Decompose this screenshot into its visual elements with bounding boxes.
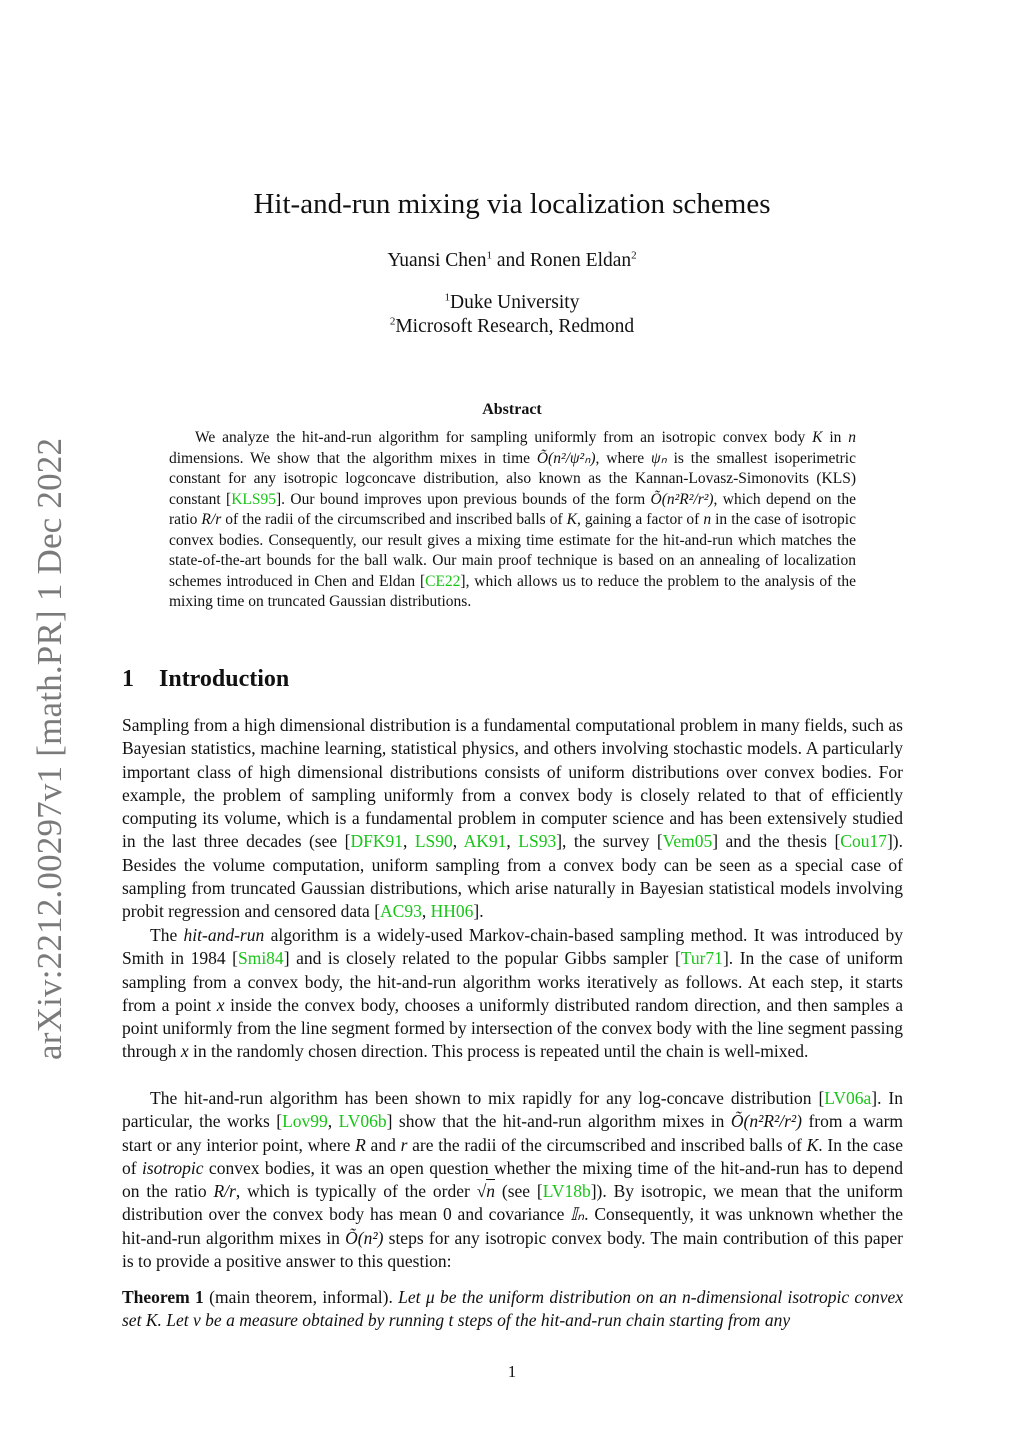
citation-link[interactable]: CE22 xyxy=(425,572,461,590)
text-run: , which is typically of the order xyxy=(235,1181,477,1202)
emphasis-text: be a measure obtained by running xyxy=(200,1310,449,1331)
text-run: dimensions. We show that the algorithm mixes in time xyxy=(169,449,537,467)
text-run: , gaining a factor of xyxy=(577,511,704,528)
text-run: are the radii of the circumscribed and inscribed balls of xyxy=(407,1134,807,1155)
affiliation-name: Microsoft Research, Redmond xyxy=(395,316,635,337)
text-run: ]). By isotropic, we mean that the uniform distribution over the convex body has mean 0 and covariance xyxy=(122,1181,903,1225)
math-symbol: r xyxy=(400,1134,408,1155)
text-run: ] and the thesis [ xyxy=(712,831,841,852)
text-run: in the case of isotropic convex bodies. Consequently, our result gives a mixing time estimate for the hit-and-run which matches the state-of-the-art bounds for the ball walk. Our main proof technique is based on an annealing of localization schemes introduced in Chen and Eldan [ xyxy=(169,511,856,590)
paper-title: Hit-and-run mixing via localization schemes xyxy=(253,188,771,220)
emphasis-text: hit-and-run xyxy=(183,925,265,945)
text-run: ] and is closely related to the popular Gibbs sampler [ xyxy=(283,948,681,969)
text-run: , xyxy=(506,831,519,852)
citation-link[interactable]: AK91 xyxy=(463,831,507,852)
text-run: , which depend on the ratio xyxy=(169,490,856,528)
math-symbol: K xyxy=(812,429,823,446)
text-run: in the randomly chosen direction. This process is repeated until the chain is well-mixed. xyxy=(188,1041,809,1062)
citation-link[interactable]: LS93 xyxy=(518,831,557,852)
text-run: , where xyxy=(595,449,651,467)
text-run: in xyxy=(822,429,849,446)
section-number: 1 xyxy=(122,666,134,692)
citation-link[interactable]: HH06 xyxy=(430,901,474,922)
text-run: ], which allows us to reduce the problem to the analysis of the mixing time on truncated Gaussian distributions. xyxy=(169,572,856,610)
author-connector: and xyxy=(496,250,525,271)
math-symbol: Õ(n²R²/r²) xyxy=(730,1111,803,1132)
text-run: of the radii of the circumscribed and inscribed balls of xyxy=(221,511,567,528)
citation-link[interactable]: LV06a xyxy=(824,1088,872,1108)
text-run: We analyze the hit-and-run algorithm for sampling uniformly from an isotropic convex body xyxy=(195,429,813,446)
text-run: steps for any isotropic convex body. The main contribution of this paper is to provide a positive answer to this question: xyxy=(122,1227,903,1272)
text-run: convex bodies, it was an open question whether the mixing time of the hit-and-run has to depend on the ratio xyxy=(122,1157,904,1202)
citation-link[interactable]: Vem05 xyxy=(662,831,713,852)
citation-link[interactable]: AC93 xyxy=(380,901,422,922)
author-affiliation-mark: 1 xyxy=(486,249,492,262)
math-symbol: Õ(n²/ψ²ₙ) xyxy=(536,449,596,467)
citation-link[interactable]: LV06b xyxy=(338,1111,387,1132)
text-run: (main theorem, informal). xyxy=(203,1287,399,1307)
sqrt-radical-icon: √ xyxy=(476,1181,487,1202)
emphasis-text: be the uniform distribution on an xyxy=(434,1287,683,1307)
text-run: ], the survey [ xyxy=(556,831,663,852)
math-symbol: 𝕀ₙ xyxy=(570,1204,585,1225)
math-symbol: R/r xyxy=(201,511,222,528)
theorem-label: Theorem 1 xyxy=(122,1287,204,1307)
author-affiliation-mark: 2 xyxy=(631,249,637,262)
math-symbol: x xyxy=(216,994,225,1015)
text-run: ]). Besides the volume computation, uniform sampling from a convex body can be seen as a special case of sampling from truncated Gaussian distributions, which arise naturally in Bayesian statistical models involving probit regression and censored data [ xyxy=(122,831,903,922)
text-run: ]. In particular, the works [ xyxy=(122,1088,903,1132)
abstract-text xyxy=(169,428,856,613)
emphasis-text: Let xyxy=(398,1287,426,1307)
affiliation xyxy=(0,292,1024,314)
math-symbol: K xyxy=(566,511,577,528)
emphasis-text: . Let xyxy=(157,1310,194,1331)
math-symbol: μ xyxy=(425,1287,435,1307)
math-symbol: t xyxy=(448,1310,454,1331)
affiliation xyxy=(0,316,1024,338)
text-run: ]. In the case of uniform sampling from a convex body, the hit-and-run algorithm works iteratively as follows. At each step, it starts from a point xyxy=(122,948,903,1015)
citation-link[interactable]: Cou17 xyxy=(840,831,887,852)
citation-link[interactable]: LS90 xyxy=(414,831,453,852)
sqrt-expression xyxy=(477,1179,495,1201)
citation-link[interactable]: KLS95 xyxy=(231,490,276,508)
text-run: ] show that the hit-and-run algorithm mixes in xyxy=(386,1111,731,1132)
author-name: Ronen Eldan xyxy=(529,250,632,271)
math-symbol: R xyxy=(355,1134,366,1155)
citation-link[interactable]: Tur71 xyxy=(680,948,723,969)
text-run: inside the convex body, chooses a uniformly distributed random direction, and then samples a point uniformly from the line segment formed by intersection of the convex body with the line segment passing through xyxy=(122,994,904,1062)
text-run: (see [ xyxy=(495,1181,543,1202)
abstract-heading: Abstract xyxy=(482,401,542,418)
text-run: from a warm start or any interior point, where xyxy=(122,1111,904,1155)
math-symbol: Õ(n²R²/r²) xyxy=(650,490,714,508)
affiliation-mark: 2 xyxy=(389,315,396,328)
text-run: is the smallest isoperimetric constant for any isotropic logconcave distribution, also known as the Kannan-Lovasz-Simonovits (KLS) constant [ xyxy=(169,449,856,508)
body-paragraph xyxy=(122,924,903,1064)
author-list xyxy=(0,250,1024,272)
citation-link[interactable]: Smi84 xyxy=(237,948,284,969)
text-run: , xyxy=(421,901,431,922)
text-run: and xyxy=(365,1134,401,1155)
text-run: ]. Our bound improves upon previous bounds of the form xyxy=(276,490,651,508)
text-run: . Consequently, it was unknown whether the hit-and-run algorithm mixes in xyxy=(122,1204,903,1248)
math-symbol: n xyxy=(848,429,856,446)
math-symbol: R/r xyxy=(213,1181,236,1202)
math-symbol: ν xyxy=(193,1310,201,1331)
arxiv-identifier-stamp: arXiv:2212.00297v1 [math.PR] 1 Dec 2022 xyxy=(30,437,69,1060)
math-symbol: K xyxy=(806,1134,819,1155)
text-run: , xyxy=(452,831,464,852)
author-name: Yuansi Chen xyxy=(387,250,487,271)
text-run: , xyxy=(327,1111,339,1132)
math-symbol: x xyxy=(180,1041,189,1062)
sqrt-radicand: n xyxy=(486,1181,496,1202)
section-heading xyxy=(122,666,289,693)
text-run: , xyxy=(402,831,415,852)
affiliation-mark: 1 xyxy=(444,291,451,304)
page-number: 1 xyxy=(507,1362,517,1381)
body-paragraph xyxy=(122,1087,903,1273)
citation-link[interactable]: Lov99 xyxy=(282,1111,328,1132)
citation-link[interactable]: DFK91 xyxy=(350,831,403,852)
text-run: The xyxy=(150,925,184,945)
math-symbol: K xyxy=(145,1310,158,1331)
math-symbol: ψₙ xyxy=(650,449,667,467)
emphasis-text: isotropic xyxy=(141,1157,204,1178)
text-run: Sampling from a high dimensional distribution is a fundamental computational problem in many fields, such as Bayesian statistics, machine learning, statistical physics, and others involving stochastic models. A particularly important class of high dimensional distributions consists of uniform distributions over convex bodies. For example, the problem of sampling uniformly from a convex body is closely related to that of efficiently computing its volume, which is a fundamental problem in computer science and has been extensively studied in the last three decades (see [ xyxy=(122,715,903,852)
math-symbol: n xyxy=(703,511,712,528)
text-run: ]. xyxy=(473,901,484,922)
affiliation-name: Duke University xyxy=(450,292,580,313)
emphasis-text: steps of the hit-and-run chain starting from any xyxy=(453,1310,791,1331)
section-title: Introduction xyxy=(159,666,290,692)
text-run: The hit-and-run algorithm has been shown to mix rapidly for any log-concave distribution [ xyxy=(150,1088,825,1108)
math-symbol: n xyxy=(682,1287,691,1307)
text-run: algorithm is a widely-used Markov-chain-based sampling method. It was introduced by Smith in 1984 [ xyxy=(122,925,903,969)
citation-link[interactable]: LV18b xyxy=(542,1181,591,1202)
math-symbol: Õ(n²) xyxy=(345,1227,384,1248)
theorem-statement xyxy=(122,1286,903,1333)
emphasis-text: -dimensional isotropic convex set xyxy=(122,1287,903,1331)
body-paragraph xyxy=(122,714,903,924)
text-run: . In the case of xyxy=(122,1134,903,1178)
